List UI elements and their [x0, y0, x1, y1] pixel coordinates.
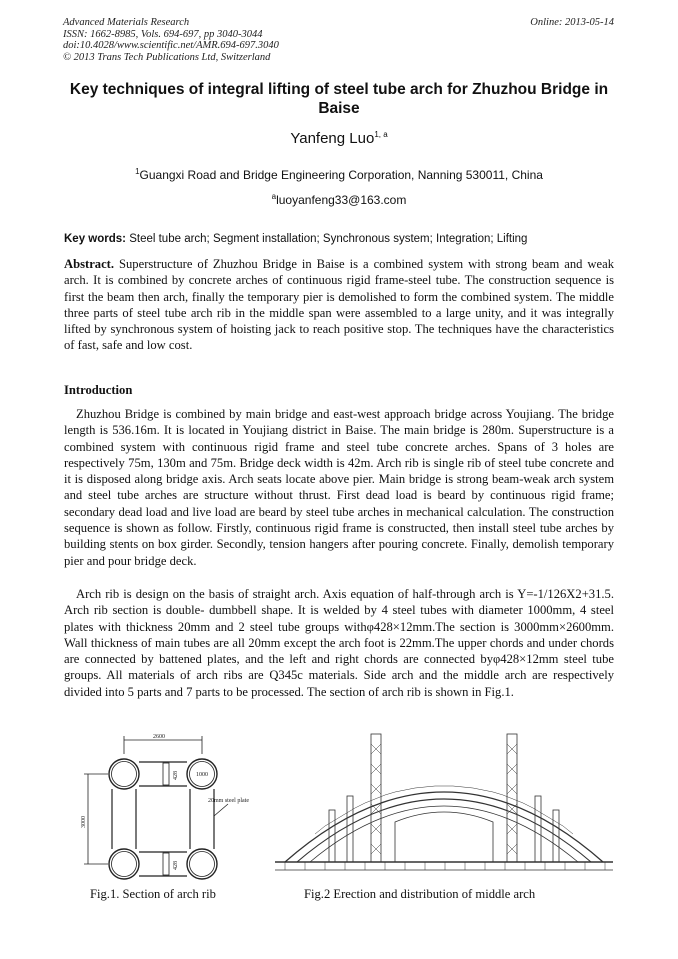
plate-label: 20mm steel plate [208, 798, 249, 804]
tube-bottom-left [109, 849, 139, 879]
arch-outer [285, 792, 603, 862]
email-text: luoyanfeng33@163.com [276, 193, 407, 207]
arch-inner [297, 799, 591, 862]
tube-group-top [163, 763, 169, 785]
dim-height-label: 3000 [81, 816, 87, 828]
intro-paragraph-2: Arch rib is design on the basis of straight arch. Axis equation of half-through arch is Y=-1/126X2+31.5. Arch rib section is double- dumbbell shape. It is welded by 4 steel tubes with diameter 1000mm, 4 steel plates with thickness 20mm and 2 steel tube groups withφ428×12mm.The section is 3000mm×2600mm. Wall thickness of main tubes are all 20mm except the arch foot is 22mm.The upper chords and under chords are connected by battened plates, and the left and right chords are connected byφ428×12mm steel tube groups. All materials of arch ribs are Q345c materials. Side arch and the middle arch are respectively divided into 5 parts and 7 parts to be processed. The section of arch rib is shown in Fig.1. [64, 587, 614, 699]
online-date: Online: 2013-05-14 [530, 17, 614, 28]
tube-top-left [109, 759, 139, 789]
author-name: Yanfeng Luo [290, 130, 375, 147]
arch-lower [310, 806, 578, 862]
tower-right [507, 734, 517, 862]
abstract-label: Abstract. [64, 257, 115, 271]
paper-title: Key techniques of integral lifting of steel tube arch for Zhuzhou Bridge in Baise [69, 81, 609, 117]
group-bottom-label: 428 [173, 861, 179, 870]
tower-left [371, 734, 381, 862]
group-top-label: 428 [173, 771, 179, 780]
middle-frame [395, 812, 493, 862]
keywords-text: Steel tube arch; Segment installation; Synchronous system; Integration; Lifting [129, 233, 528, 245]
journal-name: Advanced Materials Research [63, 17, 190, 28]
journal-header [63, 17, 279, 63]
support-right-1 [535, 796, 541, 862]
tube-dia-label: 1000 [196, 772, 208, 778]
affiliation-text: Guangxi Road and Bridge Engineering Corporation, Nanning 530011, China [139, 168, 543, 182]
abstract-text: Superstructure of Zhuzhou Bridge in Baise is a combined system with strong beam and weak arch. It is combined by concrete arches of continuous rigid frame-steel tube. The construction sequence is first the beam then arch, finally the temporary pier is demolished to form the combined system. The middle three parts of steel tube arch rib in the middle span were assembled to a large unity, and it was integrally lifted by synchronous system of hoisting jack to reach positive stop. The techniques have the characteristics of fast, safe and low cost. [64, 257, 614, 353]
tube-bottom-left-inner [112, 852, 137, 877]
affiliation-sup: 1 [135, 167, 140, 176]
fig2-arch-drawing [275, 730, 613, 882]
tube-group-bottom [163, 853, 169, 875]
support-left-2 [347, 796, 353, 862]
fig1-section-drawing [78, 732, 264, 882]
email-sup: a [271, 192, 277, 201]
intro-paragraph-1: Zhuzhou Bridge is combined by main bridge and east-west approach bridge across Youjiang. The bridge length is 536.16m. It is located in Youjiang district in Baise. The main bridge is 280m. Superstructure is a combined system with continuous rigid frame and steel tube concrete arches. Spans of 3 holes are respectively 75m, 130m and 75m. Bridge deck width is 42m. Arch rib is single rib of steel tube concrete and it is disposed along bridge axis. Arch seats locate above pier. Main bridge is strong beam-weak arch system and steel tube arches are structure without thrust. First dead load is beard by continuous rigid frame; secondary dead load and live load are beard by steel tube arches in mechanical calculation. The construction sequence is shown as follow. Firstly, continuous rigid frame is constructed, then install steel tube arches by building stents on box girder. Secondly, tension hangers after pouring concrete. Finally, demolish temporary pier and pour bridge deck. [64, 407, 614, 568]
tube-bottom-right-inner [190, 852, 215, 877]
plate-leader [214, 804, 228, 816]
fig1-caption: Fig.1. Section of arch rib [90, 887, 216, 901]
affiliation [0, 168, 678, 182]
author-sup: 1, a [374, 130, 388, 139]
keywords [64, 233, 624, 245]
author-line [0, 130, 678, 147]
issn: ISSN: 1662-8985, Vols. 694-697, pp 3040-3044 [63, 28, 263, 40]
tube-top-left-inner [112, 762, 137, 787]
introduction-heading: Introduction [64, 383, 133, 397]
tower-right-bracing [507, 744, 517, 854]
email [0, 193, 678, 207]
doi: doi:10.4028/www.scientific.net/AMR.694-697.3040 [63, 40, 279, 51]
deck-stiffeners [285, 862, 605, 870]
fig2-caption: Fig.2 Erection and distribution of middle arch [304, 887, 536, 901]
copyright: © 2013 Trans Tech Publications Ltd, Switzerland [63, 51, 271, 63]
tower-left-bracing [371, 744, 381, 854]
keywords-label: Key words: [64, 233, 126, 245]
abstract [64, 256, 614, 354]
dim-width-label: 2600 [153, 734, 165, 740]
tube-bottom-right [187, 849, 217, 879]
